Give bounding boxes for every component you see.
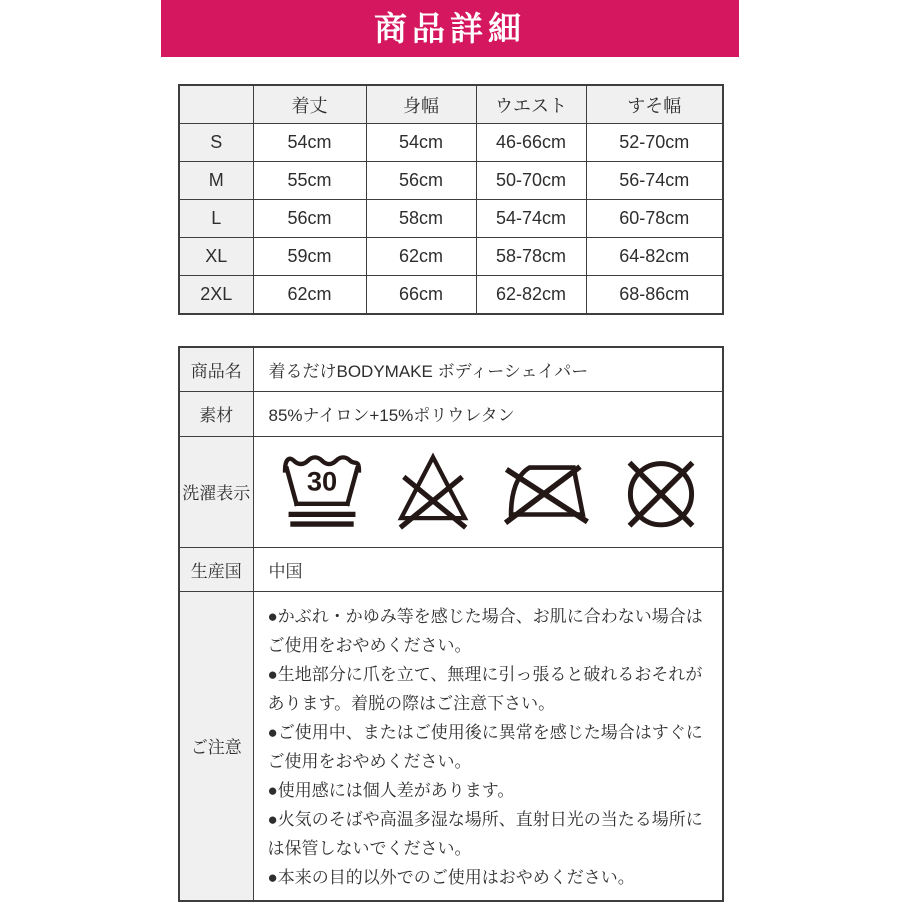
row-label-care: 洗濯表示 bbox=[179, 436, 253, 547]
cell-hem: 60-78cm bbox=[586, 200, 723, 238]
cell-hem: 64-82cm bbox=[586, 238, 723, 276]
no-bleach-icon bbox=[390, 444, 476, 539]
cell-width: 54cm bbox=[366, 124, 476, 162]
product-detail-banner bbox=[161, 0, 739, 57]
caution-item: ●生地部分に爪を立て、無理に引っ張ると破れるおそれがあります。着脱の際はご注意下さい。 bbox=[267, 664, 703, 713]
no-iron-icon bbox=[500, 444, 592, 539]
cell-width: 62cm bbox=[366, 238, 476, 276]
row-label-product-name: 商品名 bbox=[179, 347, 253, 391]
caution-item: ●かぶれ・かゆみ等を感じた場合、お肌に合わない場合はご使用をおやめください。 bbox=[267, 606, 703, 655]
caution-item: ●ご使用中、またはご使用後に異常を感じた場合はすぐにご使用をおやめください。 bbox=[267, 722, 703, 771]
cell-width: 66cm bbox=[366, 276, 476, 315]
cell-length: 62cm bbox=[253, 276, 366, 315]
cell-length: 54cm bbox=[253, 124, 366, 162]
origin-value: 中国 bbox=[253, 547, 723, 591]
cell-width: 56cm bbox=[366, 162, 476, 200]
cell-width: 58cm bbox=[366, 200, 476, 238]
table-row bbox=[179, 276, 723, 315]
caution-item: ●火気のそばや高温多湿な場所、直射日光の当たる場所には保管しないでください。 bbox=[267, 809, 703, 858]
cell-waist: 46-66cm bbox=[476, 124, 586, 162]
size-table bbox=[178, 84, 724, 315]
cell-length: 56cm bbox=[253, 200, 366, 238]
material-value: 85%ナイロン+15%ポリウレタン bbox=[253, 391, 723, 436]
cell-waist: 54-74cm bbox=[476, 200, 586, 238]
size-table-header-row bbox=[179, 85, 723, 124]
cell-hem: 56-74cm bbox=[586, 162, 723, 200]
row-label-caution: ご注意 bbox=[179, 591, 253, 901]
cell-length: 55cm bbox=[253, 162, 366, 200]
size-label: M bbox=[179, 162, 253, 200]
product-name-row bbox=[179, 347, 723, 391]
column-header-width: 身幅 bbox=[366, 85, 476, 124]
row-label-material: 素材 bbox=[179, 391, 253, 436]
caution-item: ●使用感には個人差があります。 bbox=[267, 780, 515, 800]
no-dry-clean-icon bbox=[616, 444, 706, 539]
cell-waist: 58-78cm bbox=[476, 238, 586, 276]
table-row bbox=[179, 162, 723, 200]
size-label: XL bbox=[179, 238, 253, 276]
cell-waist: 62-82cm bbox=[476, 276, 586, 315]
size-label: 2XL bbox=[179, 276, 253, 315]
cell-hem: 52-70cm bbox=[586, 124, 723, 162]
column-header-length: 着丈 bbox=[253, 85, 366, 124]
size-label: L bbox=[179, 200, 253, 238]
row-label-origin: 生産国 bbox=[179, 547, 253, 591]
caution-list bbox=[253, 591, 723, 901]
page-title: 商品詳細 bbox=[374, 9, 526, 48]
cell-waist: 50-70cm bbox=[476, 162, 586, 200]
column-header-waist: ウエスト bbox=[476, 85, 586, 124]
table-row bbox=[179, 200, 723, 238]
table-row bbox=[179, 238, 723, 276]
caution-row bbox=[179, 591, 723, 901]
origin-row bbox=[179, 547, 723, 591]
column-header-hem: すそ幅 bbox=[586, 85, 723, 124]
wash-30-gentle-icon bbox=[278, 444, 366, 539]
care-symbols-row bbox=[179, 436, 723, 547]
product-name-value: 着るだけBODYMAKE ボディーシェイパー bbox=[253, 347, 723, 391]
size-table-corner-cell bbox=[179, 85, 253, 124]
care-symbols bbox=[254, 444, 723, 539]
cell-hem: 68-86cm bbox=[586, 276, 723, 315]
svg-text:30: 30 bbox=[306, 465, 337, 497]
cell-length: 59cm bbox=[253, 238, 366, 276]
material-row bbox=[179, 391, 723, 436]
size-label: S bbox=[179, 124, 253, 162]
table-row bbox=[179, 124, 723, 162]
caution-item: ●本来の目的以外でのご使用はおやめください。 bbox=[267, 867, 635, 887]
product-info-table bbox=[178, 346, 724, 902]
